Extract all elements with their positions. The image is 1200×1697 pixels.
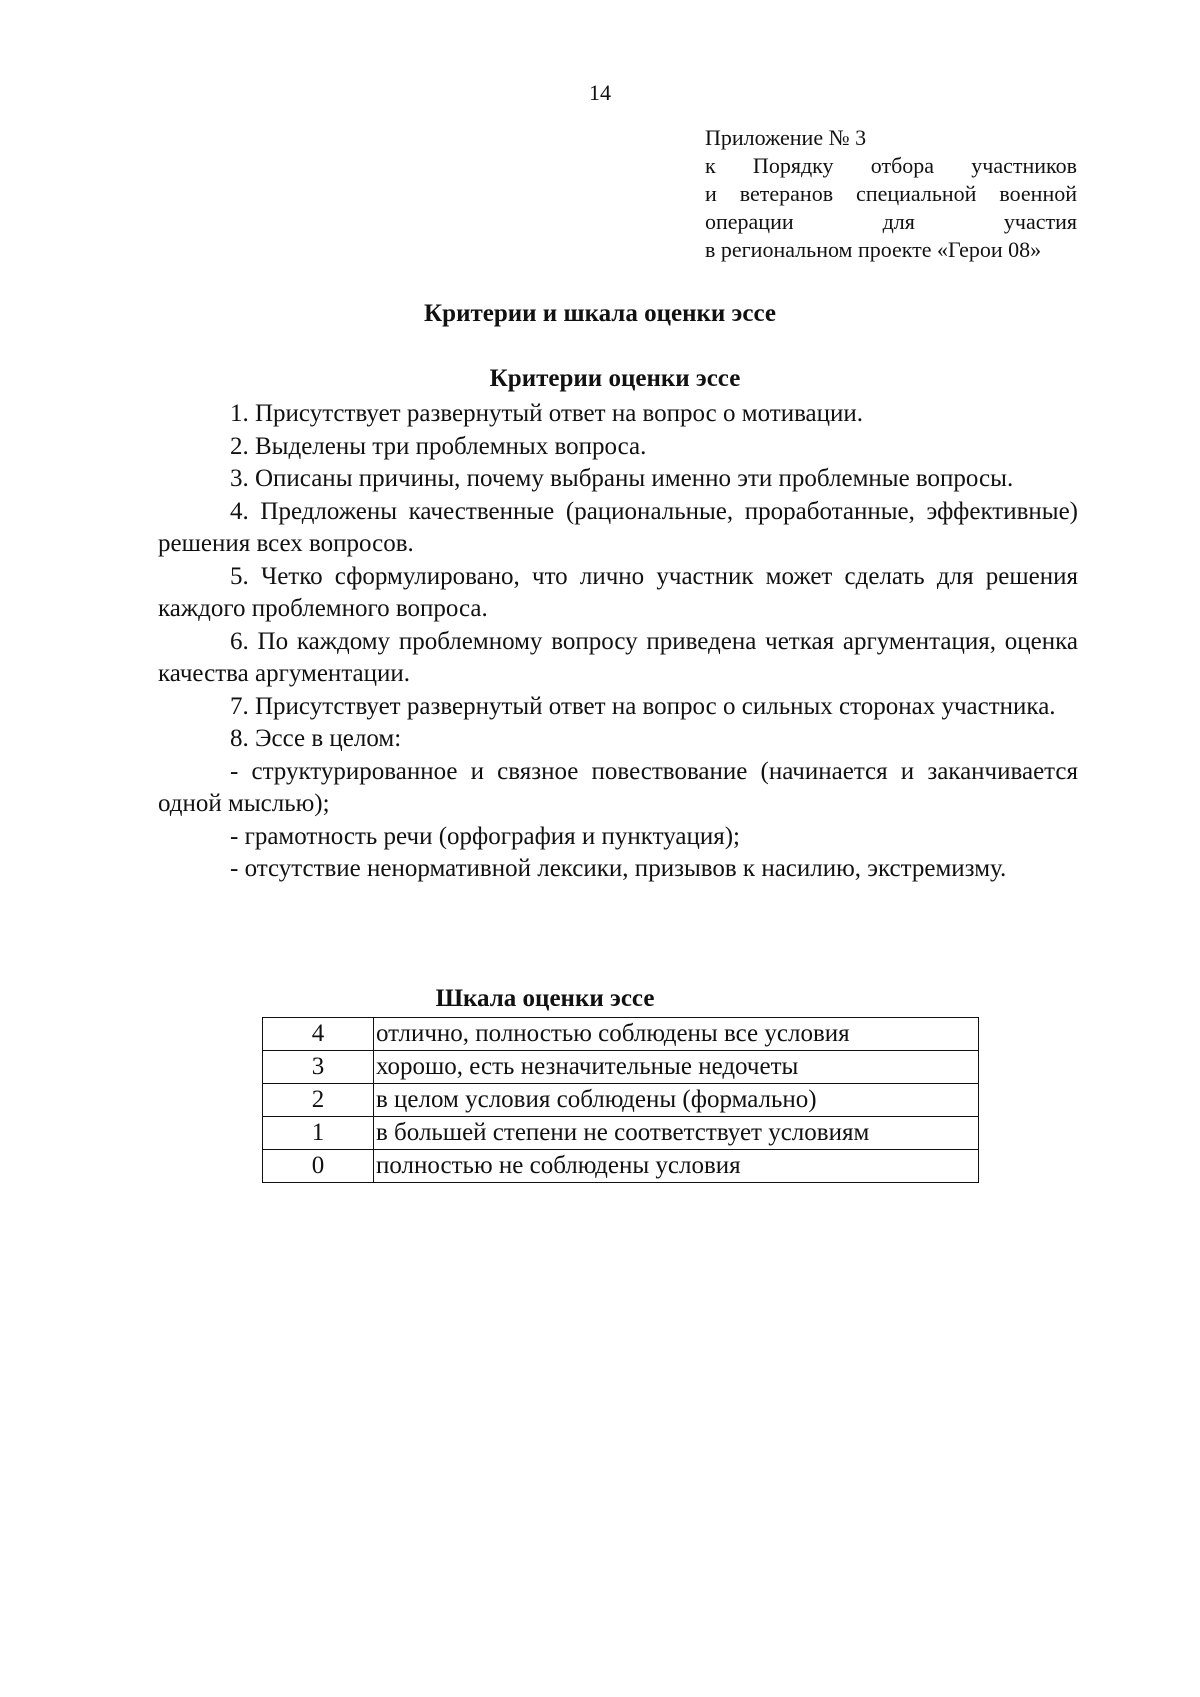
table-row [263,1051,979,1084]
score-cell: 4 [263,1018,374,1051]
appendix-reference [705,124,1077,264]
score-cell: 1 [263,1117,374,1150]
criteria-title: Критерии оценки эссе [489,365,741,392]
description-cell: отлично, полностью соблюдены все условия [374,1018,979,1051]
criterion-1: 1. Присутствует развернутый ответ на вопрос о мотивации. [230,400,864,427]
score-cell: 0 [263,1150,374,1183]
main-title: Критерии и шкала оценки эссе [424,300,776,327]
score-cell: 2 [263,1084,374,1117]
score-cell: 3 [263,1051,374,1084]
description-cell: полностью не соблюдены условия [374,1150,979,1183]
appendix-line-3: и ветеранов специальной военной [705,181,1077,206]
criterion-8-item-1: - структурированное и связное повествование (начинается и заканчивается одной мыслью); [158,757,1078,817]
criterion-7: 7. Присутствует развернутый ответ на вопрос о сильных сторонах участника. [230,692,1056,720]
table-row [263,1018,979,1051]
criterion-2: 2. Выделены три проблемных вопроса. [230,432,647,460]
description-cell: в целом условия соблюдены (формально) [374,1084,979,1117]
scale-table [262,1017,979,1183]
description-cell: в большей степени не соответствует условиям [374,1117,979,1150]
criterion-8-item-3: - отсутствие ненормативной лексики, призывов к насилию, экстремизму. [230,855,1007,882]
appendix-line-5: в региональном проекте «Герои 08» [705,237,1042,262]
criterion-8-item-2: - грамотность речи (орфография и пунктуация); [230,822,740,850]
criterion-8: 8. Эссе в целом: [230,725,402,752]
criterion-6: 6. По каждому проблемному вопросу приведена четкая аргументация, оценка качества аргументации. [158,627,1078,687]
appendix-line-2: к Порядку отбора участников [705,153,1077,178]
description-cell: хорошо, есть незначительные недочеты [374,1051,979,1084]
criteria-list [158,398,1078,886]
table-row [263,1084,979,1117]
table-row [263,1150,979,1183]
page-number: 14 [589,80,611,105]
appendix-line-4: операции для участия [705,209,1077,234]
criterion-5: 5. Четко сформулировано, что лично участник может сделать для решения каждого проблемного вопроса. [158,562,1078,622]
criterion-3: 3. Описаны причины, почему выбраны именно эти проблемные вопросы. [230,465,1014,492]
criterion-4: 4. Предложены качественные (рациональные, проработанные, эффективные) решения всех вопросов. [158,497,1078,557]
table-row [263,1117,979,1150]
appendix-line-1: Приложение № 3 [705,125,867,150]
scale-title: Шкала оценки эссе [435,985,655,1012]
